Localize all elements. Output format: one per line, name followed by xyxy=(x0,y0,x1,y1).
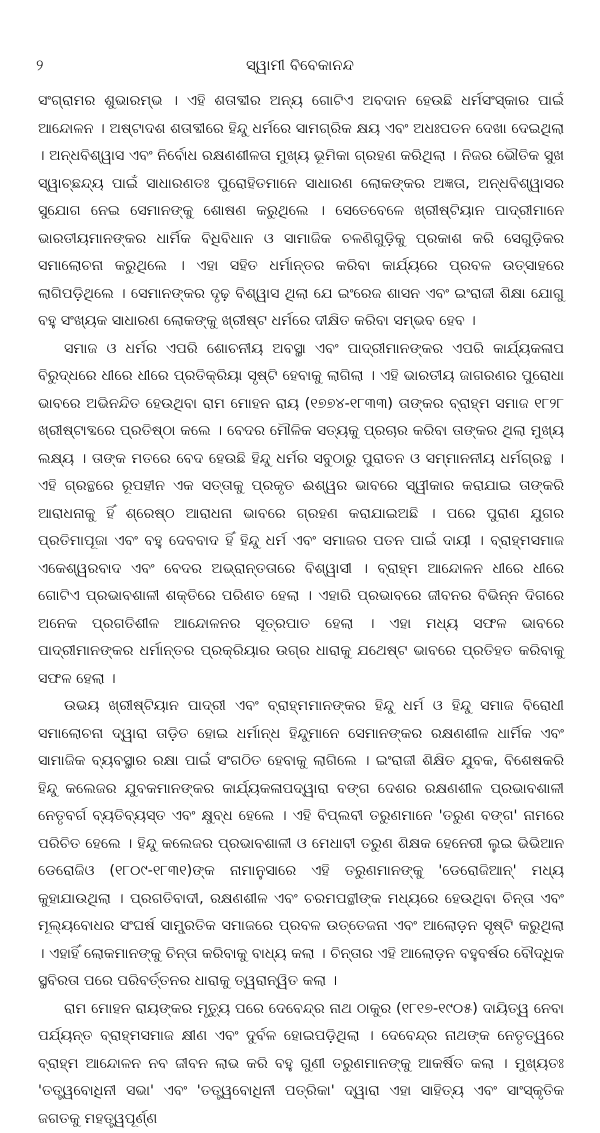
paragraph-3: ଉଭୟ ଖ୍ରୀଷ୍ଟିୟାନ ପାଦ୍ରୀ ଏବଂ ବ୍ରାହ୍ମମାନଙ୍କର ହିନ୍ଦୁ ଧର୍ମ ଓ ହିନ୍ଦୁ ସମାଜ ବିରୋଧୀ ସମାଲୋଚନା ଦ୍ୱାରା ତାଡ଼ିତ ହୋଇ ଧର୍ମାନ୍ଧ ହିନ୍ଦୁମାନେ ସେମାନଙ୍କର ରକ୍ଷଣଶୀଳ ଧାର୍ମିକ ଏବଂ ସାମାଜିକ ବ୍ୟବସ୍ଥାର ରକ୍ଷା ପାଇଁ ସଂଗଠିତ ହେବାକୁ ଲାଗିଲେ । ଇଂରାଜୀ ଶିକ୍ଷିତ ଯୁବକ, ବିଶେଷକରି ହିନ୍ଦୁ କଲେଜର ଯୁବକମାନଙ୍କର କାର୍ଯ୍ୟକଳାପଦ୍ୱାରା ବଙ୍ଗ ଦେଶର ରକ୍ଷଣଶୀଳ ପ୍ରଭାବଶାଳୀ ନେତୃବର୍ଗ ବ୍ୟତିବ୍ୟସ୍ତ ଏବଂ କ୍ଷୁବ୍ଧ ହେଲେ । ଏହି ବିପ୍ଲବୀ ତରୁଣମାନେ 'ତରୁଣ ବଙ୍ଗ' ନାମରେ ପରିଚିତ ହେଲେ । ହିନ୍ଦୁ କଲେଜର ପ୍ରଭାବଶାଳୀ ଓ ମେଧାବୀ ତରୁଣ ଶିକ୍ଷକ ହେନେରୀ ଲୁଇ ଭିଭିଆନ ଡେରୋଜିଓ (୧୮୦୯-୧୮୩୧)ଙ୍କ ନାମାନୁସାରେ ଏହି ତରୁଣମାନଙ୍କୁ 'ଡେରୋଜିଆନ୍' ମଧ୍ୟ କୁହାଯାଉଥିଲା । ପ୍ରଗତିବାଦୀ, ରକ୍ଷଣଶୀଳ ଏବଂ ଚରମପନ୍ଥୀଙ୍କ ମଧ୍ୟରେ ହେଉଥିବା ଚିନ୍ତା ଏବଂ ମୂଲ୍ୟବୋଧର ସଂଘର୍ଷ ସାମ୍ପ୍ରତିକ ସମାଜରେ ପ୍ରବଳ ଉତ୍ତେଜନା ଏବଂ ଆଲୋଡ଼ନ ସୃଷ୍ଟି କରୁଥିଲା । ଏହାହିଁ ଲୋକମାନଙ୍କୁ ଚିନ୍ତା କରିବାକୁ ବାଧ୍ୟ କଲା । ଚିନ୍ତାର ଏହି ଆଲୋଡ଼ନ ବହୁବର୍ଷର ବୌଦ୍ଧିକ ସ୍ଥବିରତା ପରେ ପରିବର୍ତ୍ତନର ଧାରାକୁ ତ୍ୱରାନ୍ୱିତ କଲା । xyxy=(38,693,564,996)
page-header xyxy=(0,56,600,80)
page-number: ୨ xyxy=(36,56,43,74)
running-title: ସ୍ୱାମୀ ବିବେକାନନ୍ଦ xyxy=(0,56,600,74)
paragraph-2: ସମାଜ ଓ ଧର୍ମର ଏପରି ଶୋଚନୀୟ ଅବସ୍ଥା ଏବଂ ପାଦ୍ରୀମାନଙ୍କର ଏପରି କାର୍ଯ୍ୟକଳାପ ବିରୁଦ୍ଧରେ ଧୀରେ ଧୀରେ ପ୍ରତିକ୍ରିୟା ସୃଷ୍ଟି ହେବାକୁ ଲାଗିଲା । ଏହି ଭାରତୀୟ ଜାଗରଣର ପୁରୋଧା ଭାବରେ ଅଭିନନ୍ଦିତ ହେଉଥିବା ରାମ ମୋହନ ରାୟ (୧୭୭୪-୧୮୩୩) ତାଙ୍କର ବ୍ରାହ୍ମ ସମାଜ ୧୮୨୮ ଖ୍ରୀଷ୍ଟାବ୍ଦରେ ପ୍ରତିଷ୍ଠା କଲେ । ବେଦର ମୌଳିକ ସତ୍ୟକୁ ପ୍ରଚାର କରିବା ତାଙ୍କର ଥିଲା ମୁଖ୍ୟ ଲକ୍ଷ୍ୟ । ତାଙ୍କ ମତରେ ବେଦ ହେଉଛି ହିନ୍ଦୁ ଧର୍ମର ସବୁଠାରୁ ପୁରାତନ ଓ ସମ୍ମାନନୀୟ ଧର୍ମଗ୍ରନ୍ଥ । ଏହି ଗ୍ରନ୍ଥରେ ରୂପହୀନ ଏକ ସତ୍ତାକୁ ପ୍ରକୃତ ଈଶ୍ୱର ଭାବରେ ସ୍ୱୀକାର କରାଯାଇ ତାଙ୍କରି ଆରାଧନାକୁ ହିଁ ଶ୍ରେଷ୍ଠ ଆରାଧନା ଭାବରେ ଗ୍ରହଣ କରାଯାଇଅଛି । ପରେ ପୁରାଣ ଯୁଗର ପ୍ରତିମାପୂଜା ଏବଂ ବହୁ ଦେବବାଦ ହିଁ ହିନ୍ଦୁ ଧର୍ମ ଏବଂ ସମାଜର ପତନ ପାଇଁ ଦାୟୀ । ବ୍ରାହ୍ମସମାଜ ଏକେଶ୍ୱରବାଦ ଏବଂ ବେଦର ଅଭ୍ରାନ୍ତତାରେ ବିଶ୍ୱାସୀ । ବ୍ରାହ୍ମ ଆନ୍ଦୋଳନ ଧୀରେ ଧୀରେ ଗୋଟିଏ ପ୍ରଭାବଶାଳୀ ଶକ୍ତିରେ ପରିଣତ ହେଲା । ଏହାରି ପ୍ରଭାବରେ ଜୀବନର ବିଭିନ୍ନ ଦିଗରେ ଅନେକ ପ୍ରଗତିଶୀଳ ଆନ୍ଦୋଳନର ସୂତ୍ରପାତ ହେଲା । ଏହା ମଧ୍ୟ ସଫଳ ଭାବରେ ପାଦ୍ରୀମାନଙ୍କର ଧର୍ମାନ୍ତର ପ୍ରକ୍ରିୟାର ଉଗ୍ର ଧାରାକୁ ଯଥେଷ୍ଟ ଭାବରେ ପ୍ରତିହତ କରିବାକୁ ସଫଳ ହେଲା । xyxy=(38,336,564,694)
paragraph-1: ସଂଗ୍ରାମର ଶୁଭାରମ୍ଭ । ଏହି ଶତାବ୍ଦୀର ଅନ୍ୟ ଗୋଟିଏ ଅବଦାନ ହେଉଛି ଧର୍ମସଂସ୍କାର ପାଇଁ ଆନ୍ଦୋଳନ । ଅଷ୍ଟାଦଶ ଶତାବ୍ଦୀରେ ହିନ୍ଦୁ ଧର୍ମରେ ସାମଗ୍ରିକ କ୍ଷୟ ଏବଂ ଅଧଃପତନ ଦେଖା ଦେଇଥିଲା । ଅନ୍ଧବିଶ୍ୱାସ ଏବଂ ନିର୍ବୋଧ ରକ୍ଷଣଶୀଳତା ମୁଖ୍ୟ ଭୂମିକା ଗ୍ରହଣ କରିଥିଲା । ନିଜର ଭୌତିକ ସୁଖ ସ୍ୱାଚ୍ଛନ୍ଦ୍ୟ ପାଇଁ ସାଧାରଣତଃ ପୁରୋହିତମାନେ ସାଧାରଣ ଲୋକଙ୍କର ଅଜ୍ଞତା, ଅନ୍ଧବିଶ୍ୱାସର ସୁଯୋଗ ନେଇ ସେମାନଙ୍କୁ ଶୋଷଣ କରୁଥିଲେ । ସେତେବେଳେ ଖ୍ରୀଷ୍ଟିୟାନ ପାଦ୍ରୀମାନେ ଭାରତୀୟମାନଙ୍କର ଧାର୍ମିକ ବିଧିବିଧାନ ଓ ସାମାଜିକ ଚଳଣିଗୁଡ଼ିକୁ ପ୍ରକାଶ କରି ସେଗୁଡ଼ିକର ସମାଲୋଚନା କରୁଥିଲେ । ଏହା ସହିତ ଧର୍ମାନ୍ତର କରିବା କାର୍ଯ୍ୟରେ ପ୍ରବଳ ଉତ୍ସାହରେ ଲାଗିପଡ଼ିଥିଲେ । ସେମାନଙ୍କର ଦୃଢ଼ ବିଶ୍ୱାସ ଥିଲା ଯେ ଇଂରେଜ ଶାସନ ଏବଂ ଇଂରାଜୀ ଶିକ୍ଷା ଯୋଗୁ ବହୁ ସଂଖ୍ୟକ ସାଧାରଣ ଲୋକଙ୍କୁ ଖ୍ରୀଷ୍ଟ ଧର୍ମରେ ଦୀକ୍ଷିତ କରିବା ସମ୍ଭବ ହେବ । xyxy=(38,88,564,336)
body-text xyxy=(38,88,564,1133)
paragraph-4: ରାମ ମୋହନ ରାୟଙ୍କର ମୃତ୍ୟୁ ପରେ ଦେବେନ୍ଦ୍ର ନାଥ ଠାକୁର (୧୮୧୭-୧୯୦୫) ଦାୟିତ୍ୱ ନେବା ପର୍ଯ୍ୟନ୍ତ ବ୍ରାହ୍ମସମାଜ କ୍ଷୀଣ ଏବଂ ଦୁର୍ବଳ ହୋଇପଡ଼ିଥିଲା । ଦେବେନ୍ଦ୍ର ନାଥଙ୍କ ନେତୃତ୍ୱରେ ବ୍ରାହ୍ମ ଆନ୍ଦୋଳନ ନବ ଜୀବନ ଲାଭ କରି ବହୁ ଗୁଣୀ ତରୁଣମାନଙ୍କୁ ଆକର୍ଷିତ କଲା । ମୁଖ୍ୟତଃ 'ତତ୍ତ୍ୱବୋଧିନୀ ସଭା' ଏବଂ 'ତତ୍ତ୍ୱବୋଧିନୀ ପତ୍ରିକା' ଦ୍ୱାରା ଏହା ସାହିତ୍ୟ ଏବଂ ସାଂସ୍କୃତିକ ଜଗତକୁ ମହତ୍ତ୍ୱପୂର୍ଣ୍ଣ xyxy=(38,996,564,1133)
